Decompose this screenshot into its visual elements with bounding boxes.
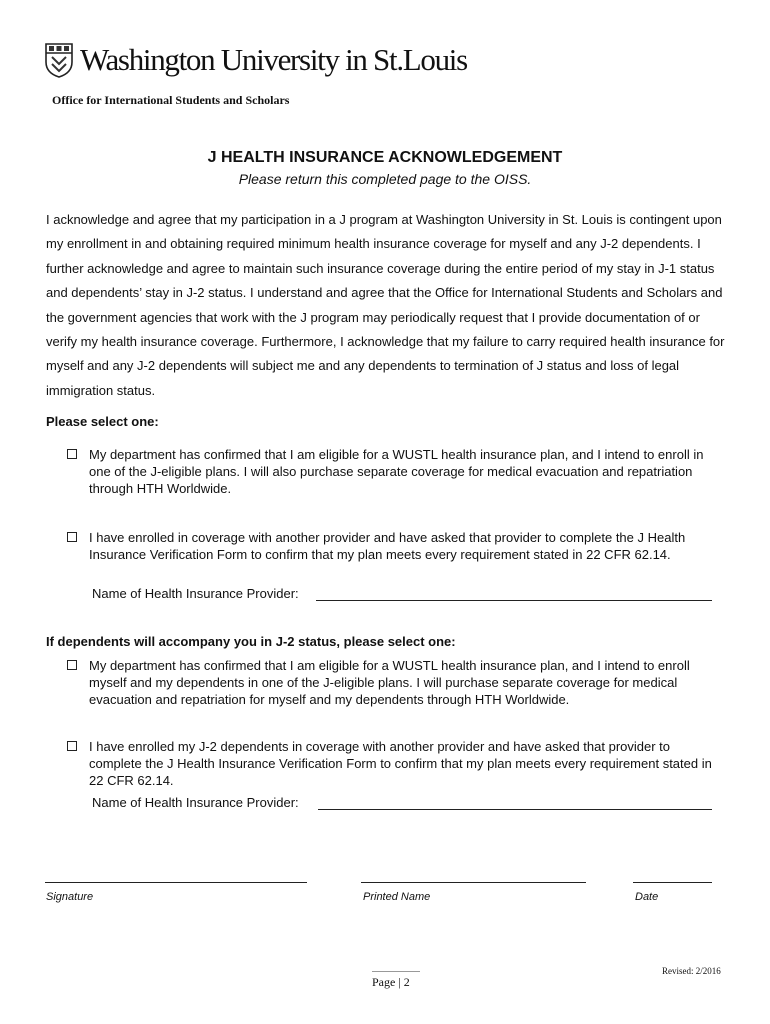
checkbox[interactable] [67, 449, 77, 459]
option-text: My department has confirmed that I am eligible for a WUSTL health insurance plan, and I intend to enroll myself and my dependents in one of the J-eligible plans. I will purchase separate coverage for medical evacuation and repatriation for myself and my dependents through HTH Worldwide. [89, 658, 690, 707]
section1-heading: Please select one: [46, 414, 159, 429]
page-number-rule [372, 971, 420, 972]
section1-option-other-provider [67, 529, 727, 563]
provider-label: Name of Health Insurance Provider: [92, 586, 299, 601]
revised-date: Revised: 2/2016 [662, 966, 721, 976]
section2-option-other-provider [67, 738, 727, 789]
acknowledgement-paragraph: I acknowledge and agree that my participation in a J program at Washington University in St. Louis is contingent upon my enrollment in and obtaining required minimum health insurance coverage for myself and any J-2 dependents. I further acknowledge and agree to maintain such insurance coverage during the entire period of my stay in J-1 status and dependents’ stay in J-2 status. I understand and agree that the Office for International Students and Scholars and the government agencies that work with the J program may periodically request that I provide documentation of or verify my health insurance coverage. Furthermore, I acknowledge that my failure to carry required health insurance for myself and any J-2 dependents will subject me and any dependents to termination of J status and loss of legal immigration status. [46, 212, 725, 398]
university-wordmark: Washington University in St.Louis [80, 42, 467, 77]
provider-name-field[interactable] [318, 809, 712, 810]
provider-label: Name of Health Insurance Provider: [92, 795, 299, 810]
date-field[interactable] [633, 882, 712, 883]
printed-name-field[interactable] [361, 882, 586, 883]
option-text: My department has confirmed that I am eligible for a WUSTL health insurance plan, and I intend to enroll in one of the J-eligible plans. I will also purchase separate coverage for medical evacuation and repatriation through HTH Worldwide. [89, 447, 704, 496]
date-label: Date [635, 891, 659, 903]
section1-option-wustl [67, 446, 727, 497]
university-logo [44, 42, 467, 78]
page-subtitle: Please return this completed page to the OISS. [238, 171, 532, 187]
checkbox[interactable] [67, 741, 77, 751]
option-text: I have enrolled in coverage with another provider and have asked that provider to complete the J Health Insurance Verification Form to confirm that my plan meets every requirement stated in 22 CFR 62.14. [89, 530, 686, 562]
provider-name-field[interactable] [316, 600, 712, 601]
checkbox[interactable] [67, 532, 77, 542]
page-number: Page | 2 [372, 975, 410, 989]
office-name: Office for International Students and Scholars [52, 93, 290, 107]
printed-name-label: Printed Name [363, 891, 431, 903]
signature-label: Signature [46, 891, 94, 903]
checkbox[interactable] [67, 660, 77, 670]
university-shield-icon [44, 42, 74, 78]
section2-option-wustl [67, 657, 727, 708]
signature-field[interactable] [45, 882, 307, 883]
option-text: I have enrolled my J-2 dependents in coverage with another provider and have asked that provider to complete the J Health Insurance Verification Form to confirm that my plan meets every requirement stated in 22 CFR 62.14. [89, 739, 712, 788]
page-title: J HEALTH INSURANCE ACKNOWLEDGEMENT [207, 149, 563, 166]
section2-heading: If dependents will accompany you in J-2 status, please select one: [46, 634, 456, 649]
